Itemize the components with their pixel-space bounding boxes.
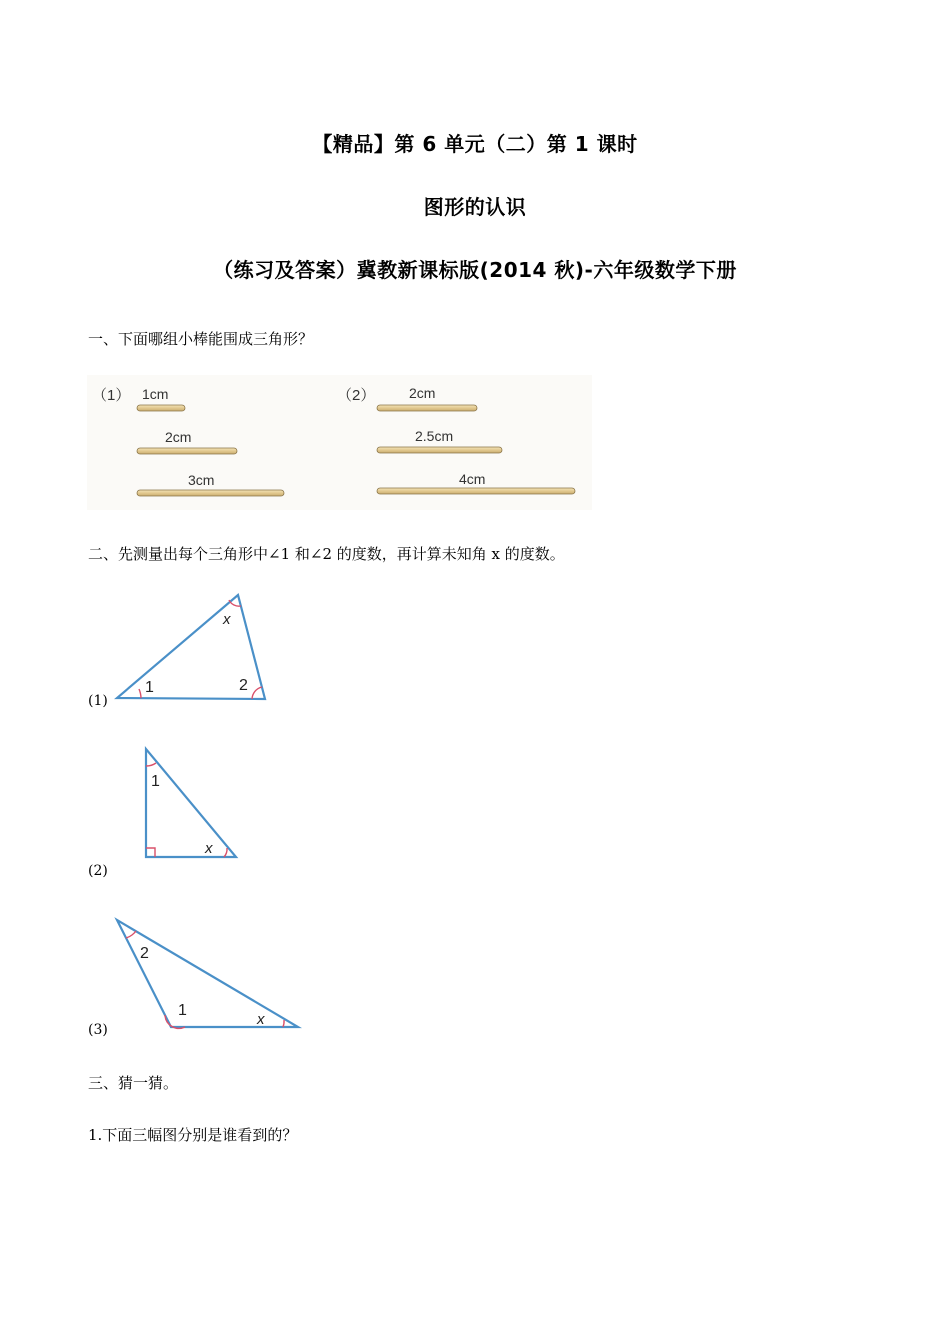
stick-2-5cm — [377, 447, 502, 453]
group-2-label: （2） — [337, 387, 376, 404]
angle-x-label: x — [257, 1011, 265, 1028]
angle-arc — [283, 1020, 284, 1027]
stick-length-label: 1cm — [142, 386, 169, 402]
stick-3cm — [137, 490, 284, 496]
stick-2cm — [137, 448, 237, 454]
angle-1-label: 1 — [178, 1002, 187, 1019]
stick-2cm — [377, 405, 477, 411]
angle-x-label: x — [205, 840, 213, 857]
triangle-3-shape — [117, 920, 298, 1027]
angle-1-label: 1 — [145, 679, 154, 696]
stick-length-label: 4cm — [459, 471, 486, 487]
doc-title-line3: （练习及答案）冀教新课标版(2014 秋)-六年级数学下册 — [213, 258, 737, 282]
triangle-2-shape — [146, 749, 236, 857]
triangle-2-label: (2) — [88, 863, 108, 879]
stick-length-label: 2.5cm — [415, 428, 454, 444]
triangle-3-label: (3) — [88, 1022, 108, 1038]
angle-2-label: 2 — [239, 677, 248, 694]
triangle-2-figure — [135, 742, 245, 864]
question-3-item-1: 1.下面三幅图分别是谁看到的？ — [88, 1126, 298, 1144]
triangle-1-label: (1) — [88, 693, 108, 709]
angle-arc — [126, 931, 136, 938]
question-1-text: 一、下面哪组小棒能围成三角形？ — [88, 330, 314, 348]
stick-length-label: 3cm — [188, 472, 215, 488]
question-3-text: 三、猜一猜。 — [88, 1074, 179, 1092]
angle-arc — [252, 687, 262, 699]
question-2-text: 二、先测量出每个三角形中∠1 和∠2 的度数，再计算未知角 x 的度数。 — [88, 545, 565, 563]
triangle-3-figure — [108, 912, 308, 1034]
angle-arc — [146, 763, 156, 766]
angle-2-label: 2 — [140, 945, 149, 962]
sticks-figure — [87, 375, 592, 510]
stick-1cm — [137, 405, 185, 411]
stick-length-label: 2cm — [165, 429, 192, 445]
stick-4cm — [377, 488, 575, 494]
angle-1-label: 1 — [151, 773, 160, 790]
angle-arc — [224, 848, 227, 857]
doc-title-line2: 图形的认识 — [423, 195, 527, 219]
group-1-label: （1） — [92, 387, 131, 404]
stick-length-label: 2cm — [409, 385, 436, 401]
right-angle-mark — [146, 848, 155, 857]
angle-arc — [139, 689, 141, 698]
angle-x-label: x — [223, 611, 231, 628]
triangle-1-figure — [108, 588, 278, 710]
doc-title-line1: 【精品】第 6 单元（二）第 1 课时 — [312, 132, 638, 156]
